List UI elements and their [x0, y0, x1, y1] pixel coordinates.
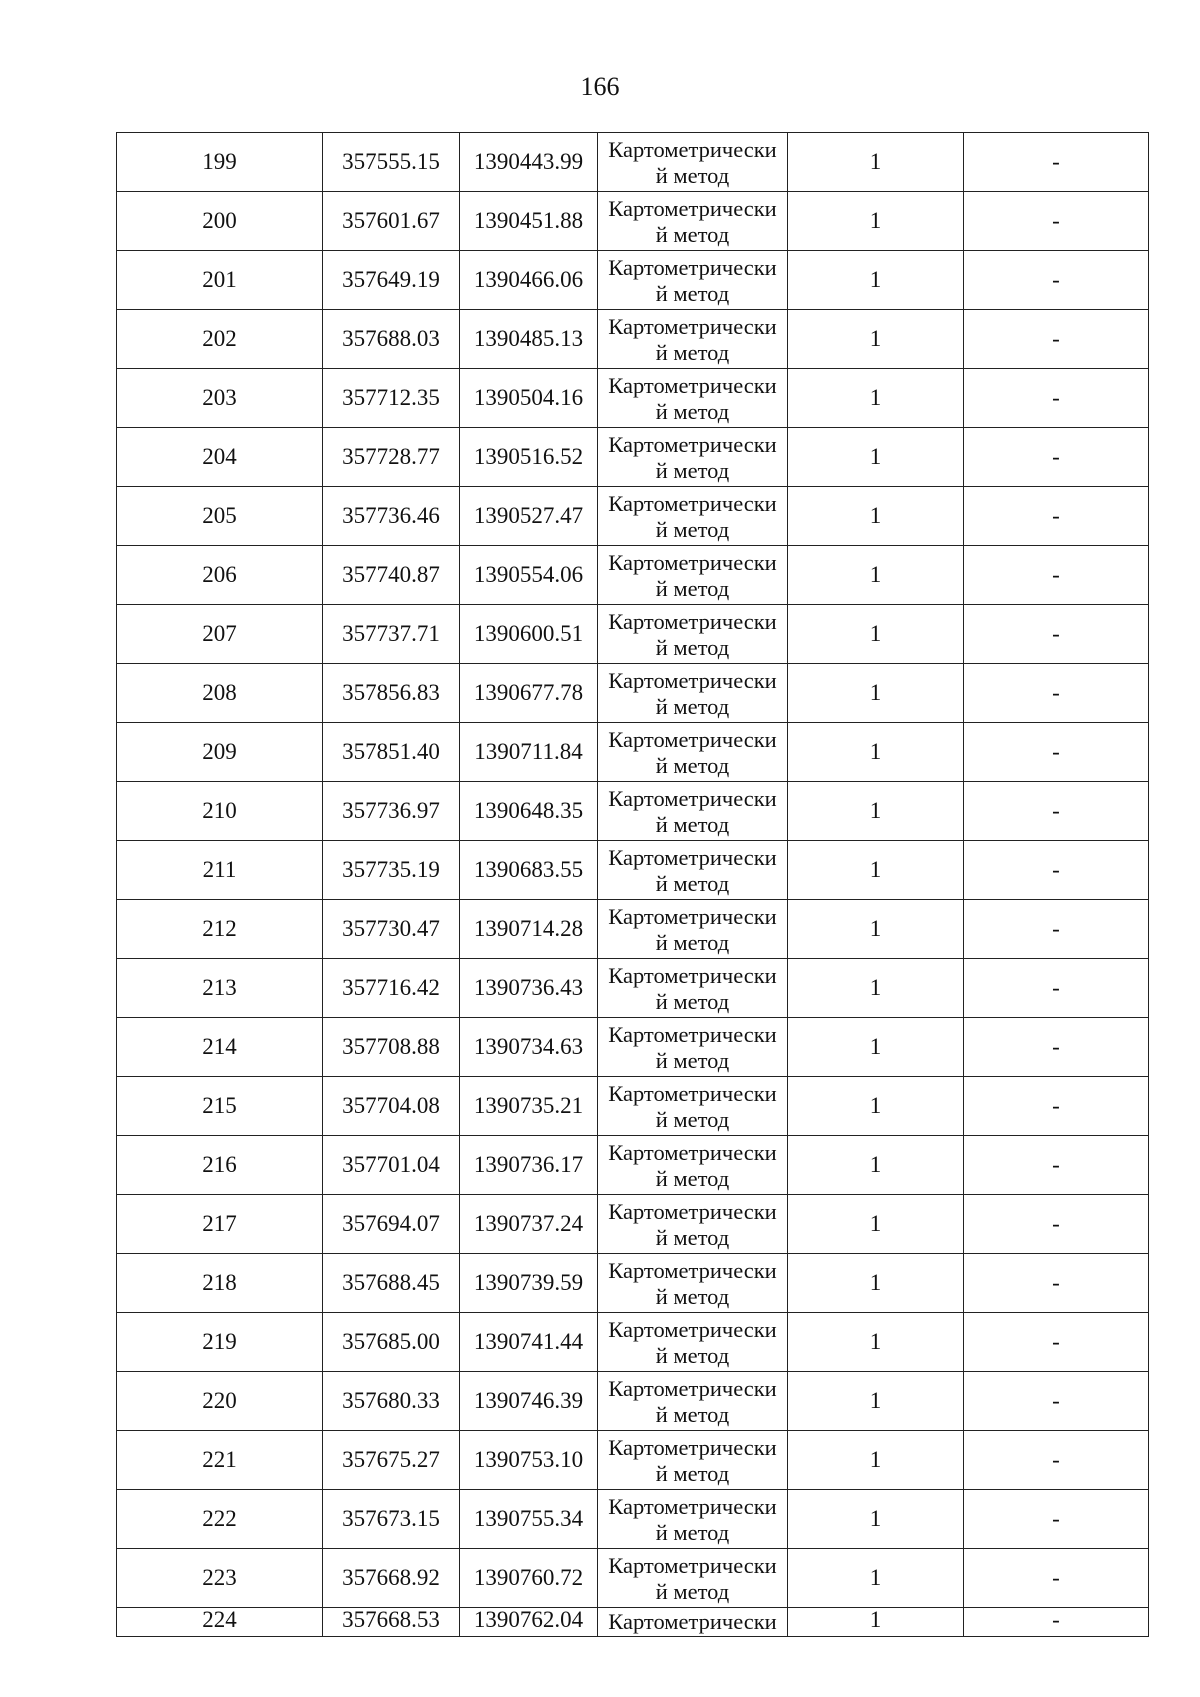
- point-number-cell: 203: [117, 369, 323, 428]
- x-coordinate-cell: 357673.15: [323, 1490, 460, 1549]
- note-cell: -: [964, 959, 1149, 1018]
- point-number-cell: 207: [117, 605, 323, 664]
- x-coordinate-cell: 357716.42: [323, 959, 460, 1018]
- point-number-cell: 199: [117, 133, 323, 192]
- point-number-cell: 202: [117, 310, 323, 369]
- method-text-line2: й метод: [655, 1284, 730, 1309]
- method-text-line2: й метод: [655, 399, 730, 424]
- y-coordinate-cell: 1390485.13: [460, 310, 598, 369]
- y-coordinate-cell: 1390734.63: [460, 1018, 598, 1077]
- y-coordinate-cell: 1390736.43: [460, 959, 598, 1018]
- table-row: [117, 1195, 1149, 1254]
- note-cell: -: [964, 1431, 1149, 1490]
- y-coordinate-cell: 1390741.44: [460, 1313, 598, 1372]
- y-coordinate-cell: 1390504.16: [460, 369, 598, 428]
- y-coordinate-cell: 1390755.34: [460, 1490, 598, 1549]
- point-number-cell: 205: [117, 487, 323, 546]
- y-coordinate-cell: 1390735.21: [460, 1077, 598, 1136]
- table-row: [117, 664, 1149, 723]
- method-cell: [598, 1254, 788, 1313]
- table-row: [117, 1490, 1149, 1549]
- x-coordinate-cell: 357851.40: [323, 723, 460, 782]
- x-coordinate-cell: 357694.07: [323, 1195, 460, 1254]
- accuracy-cell: 1: [788, 369, 964, 428]
- method-cell: [598, 251, 788, 310]
- table-row: [117, 133, 1149, 192]
- accuracy-cell: 1: [788, 605, 964, 664]
- x-coordinate-cell: 357668.53: [323, 1608, 460, 1637]
- note-cell: -: [964, 1136, 1149, 1195]
- method-text-line1: Картометрически: [608, 668, 777, 693]
- point-number-cell: 210: [117, 782, 323, 841]
- table-row: [117, 723, 1149, 782]
- accuracy-cell: 1: [788, 959, 964, 1018]
- page-number: 166: [580, 72, 620, 101]
- table-row: [117, 192, 1149, 251]
- accuracy-cell: 1: [788, 192, 964, 251]
- method-text-line2: й метод: [655, 1461, 730, 1486]
- accuracy-cell: 1: [788, 1608, 964, 1637]
- y-coordinate-cell: 1390527.47: [460, 487, 598, 546]
- table-row: [117, 1254, 1149, 1313]
- method-text-line2: й метод: [655, 163, 730, 188]
- y-coordinate-cell: 1390677.78: [460, 664, 598, 723]
- x-coordinate-cell: 357688.03: [323, 310, 460, 369]
- table-row: [117, 782, 1149, 841]
- table-row: [117, 1549, 1149, 1608]
- method-cell: [598, 900, 788, 959]
- point-number-cell: 209: [117, 723, 323, 782]
- method-text-line1: Картометрически: [608, 1376, 777, 1401]
- x-coordinate-cell: 357668.92: [323, 1549, 460, 1608]
- method-cell: [598, 1431, 788, 1490]
- method-cell: [598, 1372, 788, 1431]
- point-number-cell: 219: [117, 1313, 323, 1372]
- method-cell: [598, 1195, 788, 1254]
- method-text-line2: й метод: [655, 458, 730, 483]
- table-row: [117, 900, 1149, 959]
- method-cell: [598, 546, 788, 605]
- method-cell: [598, 133, 788, 192]
- point-number-cell: 212: [117, 900, 323, 959]
- accuracy-cell: 1: [788, 1136, 964, 1195]
- method-text-line2: й метод: [655, 635, 730, 660]
- table-row: [117, 251, 1149, 310]
- method-text-line1: Картометрически: [608, 255, 777, 280]
- table-row: [117, 1018, 1149, 1077]
- method-cell: [598, 1077, 788, 1136]
- table-row: [117, 959, 1149, 1018]
- y-coordinate-cell: 1390451.88: [460, 192, 598, 251]
- table-row: [117, 428, 1149, 487]
- accuracy-cell: 1: [788, 251, 964, 310]
- point-number-cell: 221: [117, 1431, 323, 1490]
- point-number-cell: 206: [117, 546, 323, 605]
- note-cell: -: [964, 664, 1149, 723]
- method-text-line1: Картометрически: [608, 373, 777, 398]
- x-coordinate-cell: 357740.87: [323, 546, 460, 605]
- method-text-line2: й метод: [655, 812, 730, 837]
- point-number-cell: 211: [117, 841, 323, 900]
- y-coordinate-cell: 1390554.06: [460, 546, 598, 605]
- x-coordinate-cell: 357704.08: [323, 1077, 460, 1136]
- y-coordinate-cell: 1390714.28: [460, 900, 598, 959]
- y-coordinate-cell: 1390737.24: [460, 1195, 598, 1254]
- method-cell: [598, 192, 788, 251]
- accuracy-cell: 1: [788, 782, 964, 841]
- method-text-line1: Картометрически: [608, 491, 777, 516]
- method-text-line1: Картометрически: [608, 727, 777, 752]
- note-cell: -: [964, 546, 1149, 605]
- table-row: [117, 605, 1149, 664]
- point-number-cell: 224: [117, 1608, 323, 1637]
- note-cell: -: [964, 369, 1149, 428]
- method-cell: [598, 428, 788, 487]
- point-number-cell: 200: [117, 192, 323, 251]
- method-text-line1: Картометрически: [608, 845, 777, 870]
- method-text-line1: Картометрически: [608, 1553, 777, 1578]
- point-number-cell: 201: [117, 251, 323, 310]
- method-text-line2: й метод: [655, 1048, 730, 1073]
- point-number-cell: 220: [117, 1372, 323, 1431]
- accuracy-cell: 1: [788, 1254, 964, 1313]
- table-row: [117, 1313, 1149, 1372]
- x-coordinate-cell: 357601.67: [323, 192, 460, 251]
- method-text-line2: й метод: [655, 576, 730, 601]
- point-number-cell: 217: [117, 1195, 323, 1254]
- accuracy-cell: 1: [788, 1313, 964, 1372]
- method-text-line2: й метод: [655, 989, 730, 1014]
- x-coordinate-cell: 357736.97: [323, 782, 460, 841]
- table-row: [117, 310, 1149, 369]
- point-number-cell: 214: [117, 1018, 323, 1077]
- method-cell: [598, 1549, 788, 1608]
- method-text-line1: Картометрически: [608, 137, 777, 162]
- method-text-line2: й метод: [655, 1579, 730, 1604]
- y-coordinate-cell: 1390739.59: [460, 1254, 598, 1313]
- x-coordinate-cell: 357708.88: [323, 1018, 460, 1077]
- table-row: [117, 487, 1149, 546]
- note-cell: -: [964, 605, 1149, 664]
- note-cell: -: [964, 428, 1149, 487]
- method-cell: [598, 959, 788, 1018]
- accuracy-cell: 1: [788, 1195, 964, 1254]
- x-coordinate-cell: 357730.47: [323, 900, 460, 959]
- y-coordinate-cell: 1390760.72: [460, 1549, 598, 1608]
- method-cell: [598, 1608, 788, 1637]
- x-coordinate-cell: 357728.77: [323, 428, 460, 487]
- accuracy-cell: 1: [788, 428, 964, 487]
- method-cell: [598, 605, 788, 664]
- method-cell: [598, 1136, 788, 1195]
- note-cell: -: [964, 251, 1149, 310]
- method-text-line2: й метод: [655, 1225, 730, 1250]
- method-cell: [598, 1313, 788, 1372]
- point-number-cell: 218: [117, 1254, 323, 1313]
- accuracy-cell: 1: [788, 1372, 964, 1431]
- method-cell: [598, 1490, 788, 1549]
- method-cell: [598, 723, 788, 782]
- method-text-line2: й метод: [655, 281, 730, 306]
- x-coordinate-cell: 357736.46: [323, 487, 460, 546]
- note-cell: -: [964, 1490, 1149, 1549]
- method-text-line1: Картометрически: [608, 1494, 777, 1519]
- method-text-line2: й метод: [655, 1402, 730, 1427]
- table-row: [117, 1608, 1149, 1637]
- accuracy-cell: 1: [788, 723, 964, 782]
- y-coordinate-cell: 1390648.35: [460, 782, 598, 841]
- method-cell: [598, 664, 788, 723]
- method-text-line2: й метод: [655, 871, 730, 896]
- note-cell: -: [964, 900, 1149, 959]
- note-cell: -: [964, 487, 1149, 546]
- method-cell: [598, 310, 788, 369]
- x-coordinate-cell: 357675.27: [323, 1431, 460, 1490]
- y-coordinate-cell: 1390516.52: [460, 428, 598, 487]
- method-text-line1: Картометрически: [608, 1317, 777, 1342]
- note-cell: -: [964, 1254, 1149, 1313]
- y-coordinate-cell: 1390753.10: [460, 1431, 598, 1490]
- y-coordinate-cell: 1390600.51: [460, 605, 598, 664]
- table-row: [117, 1431, 1149, 1490]
- y-coordinate-cell: 1390736.17: [460, 1136, 598, 1195]
- method-text-line1: Картометрически: [608, 1199, 777, 1224]
- table-row: [117, 841, 1149, 900]
- method-text-line1: Картометрически: [608, 1609, 777, 1634]
- accuracy-cell: 1: [788, 546, 964, 605]
- method-text-line1: Картометрически: [608, 1022, 777, 1047]
- method-text-line1: Картометрически: [608, 432, 777, 457]
- point-number-cell: 223: [117, 1549, 323, 1608]
- method-text-line1: Картометрически: [608, 609, 777, 634]
- accuracy-cell: 1: [788, 310, 964, 369]
- note-cell: -: [964, 133, 1149, 192]
- x-coordinate-cell: 357649.19: [323, 251, 460, 310]
- method-text-line1: Картометрически: [608, 550, 777, 575]
- method-text-line1: Картометрически: [608, 904, 777, 929]
- x-coordinate-cell: 357680.33: [323, 1372, 460, 1431]
- note-cell: -: [964, 1077, 1149, 1136]
- note-cell: -: [964, 1313, 1149, 1372]
- y-coordinate-cell: 1390762.04: [460, 1608, 598, 1637]
- x-coordinate-cell: 357737.71: [323, 605, 460, 664]
- accuracy-cell: 1: [788, 487, 964, 546]
- method-cell: [598, 487, 788, 546]
- method-text-line2: й метод: [655, 753, 730, 778]
- accuracy-cell: 1: [788, 1490, 964, 1549]
- method-text-line1: Картометрически: [608, 1435, 777, 1460]
- method-text-line2: й метод: [655, 694, 730, 719]
- table-row: [117, 1372, 1149, 1431]
- method-text-line2: й метод: [655, 222, 730, 247]
- y-coordinate-cell: 1390683.55: [460, 841, 598, 900]
- table-row: [117, 546, 1149, 605]
- note-cell: -: [964, 1195, 1149, 1254]
- note-cell: -: [964, 841, 1149, 900]
- method-text-line1: Картометрически: [608, 963, 777, 988]
- accuracy-cell: 1: [788, 1549, 964, 1608]
- method-text-line2: й метод: [655, 1343, 730, 1368]
- x-coordinate-cell: 357555.15: [323, 133, 460, 192]
- method-text-line2: й метод: [655, 340, 730, 365]
- method-cell: [598, 841, 788, 900]
- point-number-cell: 215: [117, 1077, 323, 1136]
- note-cell: -: [964, 192, 1149, 251]
- method-cell: [598, 1018, 788, 1077]
- method-text-line1: Картометрически: [608, 1140, 777, 1165]
- x-coordinate-cell: 357735.19: [323, 841, 460, 900]
- note-cell: -: [964, 1549, 1149, 1608]
- method-text-line2: й метод: [655, 1166, 730, 1191]
- method-text-line1: Картометрически: [608, 786, 777, 811]
- x-coordinate-cell: 357712.35: [323, 369, 460, 428]
- method-text-line2: й метод: [655, 930, 730, 955]
- point-number-cell: 213: [117, 959, 323, 1018]
- method-text-line1: Картометрически: [608, 196, 777, 221]
- point-number-cell: 216: [117, 1136, 323, 1195]
- accuracy-cell: 1: [788, 133, 964, 192]
- note-cell: -: [964, 1018, 1149, 1077]
- x-coordinate-cell: 357685.00: [323, 1313, 460, 1372]
- accuracy-cell: 1: [788, 900, 964, 959]
- note-cell: -: [964, 1372, 1149, 1431]
- accuracy-cell: 1: [788, 1077, 964, 1136]
- point-number-cell: 222: [117, 1490, 323, 1549]
- note-cell: -: [964, 1608, 1149, 1637]
- note-cell: -: [964, 723, 1149, 782]
- point-number-cell: 204: [117, 428, 323, 487]
- x-coordinate-cell: 357688.45: [323, 1254, 460, 1313]
- y-coordinate-cell: 1390746.39: [460, 1372, 598, 1431]
- note-cell: -: [964, 310, 1149, 369]
- accuracy-cell: 1: [788, 664, 964, 723]
- table-row: [117, 1077, 1149, 1136]
- table-row: [117, 1136, 1149, 1195]
- accuracy-cell: 1: [788, 1431, 964, 1490]
- coordinates-table: [116, 132, 1149, 1637]
- x-coordinate-cell: 357701.04: [323, 1136, 460, 1195]
- note-cell: -: [964, 782, 1149, 841]
- point-number-cell: 208: [117, 664, 323, 723]
- method-text-line1: Картометрически: [608, 1258, 777, 1283]
- method-cell: [598, 369, 788, 428]
- table-row: [117, 369, 1149, 428]
- table-body: [117, 133, 1149, 1637]
- accuracy-cell: 1: [788, 841, 964, 900]
- y-coordinate-cell: 1390711.84: [460, 723, 598, 782]
- method-text-line2: й метод: [655, 1520, 730, 1545]
- method-text-line1: Картометрически: [608, 314, 777, 339]
- method-cell: [598, 782, 788, 841]
- y-coordinate-cell: 1390466.06: [460, 251, 598, 310]
- accuracy-cell: 1: [788, 1018, 964, 1077]
- y-coordinate-cell: 1390443.99: [460, 133, 598, 192]
- method-text-line1: Картометрически: [608, 1081, 777, 1106]
- method-text-line2: й метод: [655, 1107, 730, 1132]
- method-text-line2: й метод: [655, 517, 730, 542]
- x-coordinate-cell: 357856.83: [323, 664, 460, 723]
